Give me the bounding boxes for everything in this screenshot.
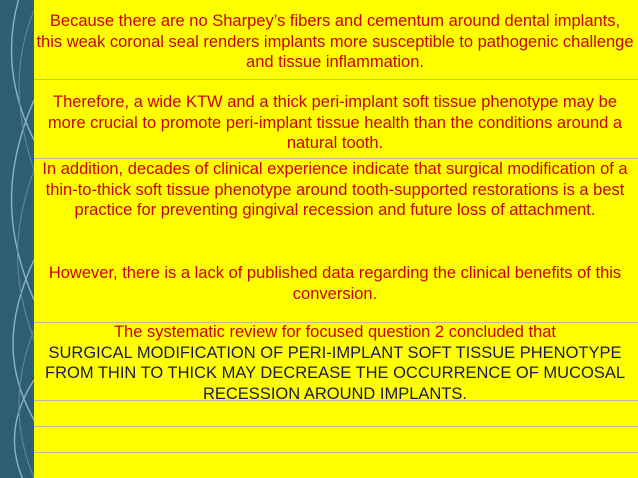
paragraph-lack-of-data: However, there is a lack of published data regarding the clinical benefits of this conversion. — [48, 264, 622, 303]
paragraph-ktw-phenotype: Therefore, a wide KTW and a thick peri-implant soft tissue phenotype may be more crucial to promote peri-implant tissue health than the conditions around a natural tooth. — [47, 93, 623, 152]
paragraph-clinical-experience: In addition, decades of clinical experience indicate that surgical modification of a thin-to-thick soft tissue phenotype around tooth-supported restorations is a best practice for preventing gingival recession and future loss of attachment. — [42, 160, 628, 219]
divider — [34, 452, 638, 453]
divider — [34, 426, 638, 427]
sidebar-arcs-decoration — [0, 0, 34, 478]
review-intro-text: The systematic review for focused question 2 concluded that — [113, 323, 557, 341]
paragraph-systematic-review — [36, 322, 634, 404]
review-conclusion-text: SURGICAL MODIFICATION OF PERI-IMPLANT SOFT TISSUE PHENOTYPE FROM THIN TO THICK MAY DECREASE THE OCCURRENCE OF MUCOSAL RECESSION AROUND IMPLANTS. — [44, 343, 626, 403]
decorative-sidebar — [0, 0, 34, 478]
paragraph-sharpeys-fibers: Because there are no Sharpey’s fibers and cementum around dental implants, this weak coronal seal renders implants more susceptible to pathogenic challenge and tissue inflammation. — [36, 12, 634, 71]
divider — [34, 79, 638, 80]
